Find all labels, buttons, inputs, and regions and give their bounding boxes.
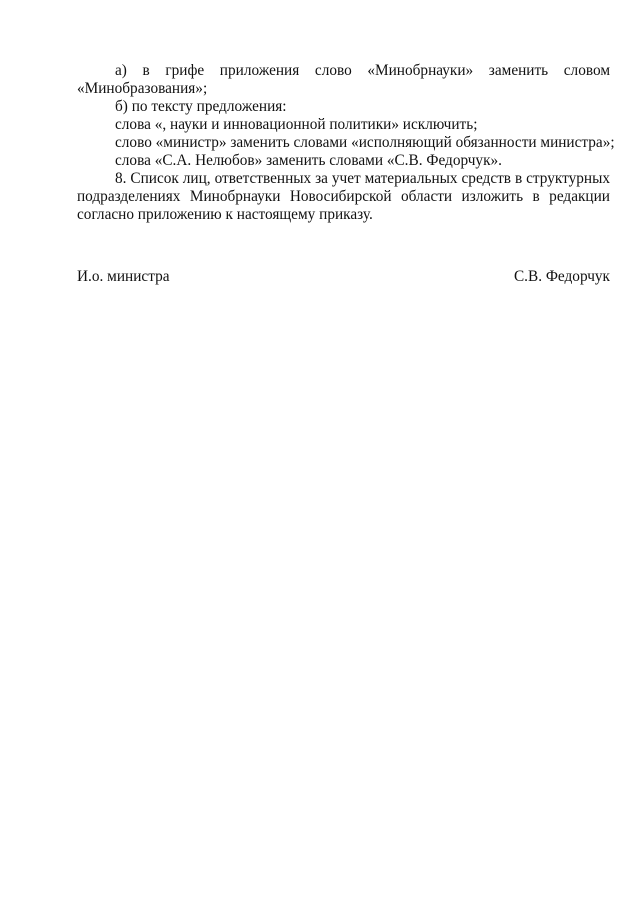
paragraph-a-line-1: а) в грифе приложения слово «Минобрнауки» заменить словом (115, 62, 610, 79)
paragraph-a-line-2: «Минобразования»; (77, 80, 208, 97)
signatory-name: С.В. Федорчук (513, 268, 610, 285)
paragraph-8-line-1: 8. Список лиц, ответственных за учет материальных средств в структурных (115, 170, 610, 187)
paragraph-b-item-1: слова «, науки и инновационной политики» исключить; (115, 116, 478, 133)
paragraph-8-line-3: согласно приложению к настоящему приказу. (77, 206, 373, 223)
signatory-title: И.о. министра (77, 268, 170, 285)
paragraph-b-item-3: слова «С.А. Нелюбов» заменить словами «С.В. Федорчук». (115, 152, 502, 169)
paragraph-b-heading: б) по тексту предложения: (115, 98, 287, 115)
paragraph-b-item-2: слово «министр» заменить словами «исполняющий обязанности министра»; (115, 134, 615, 151)
paragraph-8-line-2: подразделениях Минобрнауки Новосибирской области изложить в редакции (77, 188, 610, 205)
